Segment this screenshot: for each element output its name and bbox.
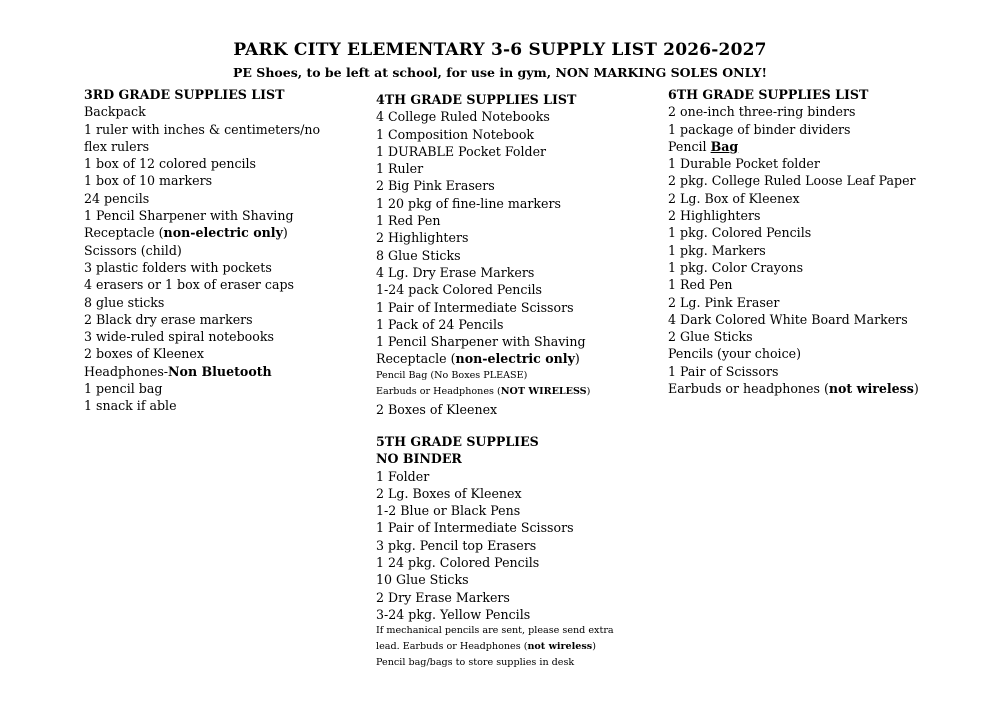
list-item: Backpack [84, 104, 146, 120]
list-item [376, 350, 646, 367]
list-item [668, 138, 968, 155]
list-item: 2 Big Pink Erasers [376, 178, 495, 194]
list-item: 1 pkg. Colored Pencils [668, 225, 812, 241]
list-item: 1 Folder [376, 468, 430, 484]
grade4-list [376, 91, 646, 420]
list-item-text: ) [592, 641, 596, 653]
list-item-text: ) [586, 385, 591, 397]
list-item: 1 Pack of 24 Pencils [376, 316, 504, 332]
grade5-subheading: NO BINDER [376, 451, 462, 467]
list-item: 2 pkg. College Ruled Loose Leaf Paper [668, 173, 916, 189]
page-subtitle: PE Shoes, to be left at school, for use in gym, NON MARKING SOLES ONLY! [233, 65, 767, 80]
list-item: Pencil Bag (No Boxes PLEASE) [376, 369, 528, 381]
list-item-emphasis: Non Bluetooth [168, 363, 272, 379]
list-item-text: lead. Earbuds or Headphones ( [376, 641, 528, 653]
list-item-text: ) [574, 351, 580, 367]
list-item: If mechanical pencils are sent, please send extra [376, 625, 614, 637]
list-item: 1 DURABLE Pocket Folder [376, 143, 547, 159]
list-item: 1 Ruler [376, 161, 424, 177]
grade4-heading: 4TH GRADE SUPPLIES LIST [376, 92, 577, 107]
list-item: Scissors (child) [84, 242, 182, 258]
list-item: 3 pkg. Pencil top Erasers [376, 537, 537, 553]
list-item-text: Earbuds or headphones ( [668, 381, 829, 397]
list-item-text: Receptacle ( [84, 225, 164, 241]
list-item: Pencils (your choice) [668, 346, 801, 362]
grade6-list [668, 86, 968, 397]
list-item: 2 Lg. Boxes of Kleenex [376, 485, 522, 501]
list-item: 1 box of 12 colored pencils [84, 156, 257, 172]
list-item: 1 pkg. Markers [668, 242, 766, 258]
list-item: 1 package of binder dividers [668, 121, 851, 137]
list-item: 8 glue sticks [84, 294, 165, 310]
list-item: 4 Dark Colored White Board Markers [668, 311, 908, 327]
list-item [84, 363, 344, 380]
list-item: 1 Composition Notebook [376, 126, 535, 142]
list-item: 2 Black dry erase markers [84, 311, 253, 327]
list-item: 2 Highlighters [668, 208, 761, 224]
list-item: 1 ruler with inches & centimeters/no [84, 121, 321, 137]
list-item: 1 Pencil Sharpener with Shaving [84, 208, 294, 224]
list-item [376, 384, 646, 400]
list-item: 2 Boxes of Kleenex [376, 401, 498, 417]
list-item: 1 Pair of Scissors [668, 363, 779, 379]
list-item: 2 boxes of Kleenex [84, 346, 204, 362]
list-item: 1 Red Pen [668, 277, 733, 293]
list-item: 1 Pair of Intermediate Scissors [376, 299, 574, 315]
list-item-text: Receptacle ( [376, 351, 456, 367]
list-item [668, 380, 968, 397]
list-item: 1 pkg. Color Crayons [668, 259, 804, 275]
list-item: 1-2 Blue or Black Pens [376, 503, 521, 519]
list-item [84, 224, 344, 241]
list-item: 1-24 pack Colored Pencils [376, 282, 542, 298]
grade5-list [376, 433, 646, 671]
list-item-text: Pencil [668, 138, 711, 154]
list-item: 2 Dry Erase Markers [376, 589, 510, 605]
list-item: 10 Glue Sticks [376, 572, 469, 588]
list-item: 1 Pencil Sharpener with Shaving [376, 334, 586, 350]
list-item-text: ) [282, 225, 288, 241]
grade6-heading: 6TH GRADE SUPPLIES LIST [668, 87, 869, 102]
list-item: 4 College Ruled Notebooks [376, 109, 550, 125]
list-item-text: Earbuds or Headphones ( [376, 385, 501, 397]
list-item: 3 plastic folders with pockets [84, 259, 272, 275]
list-item: 24 pencils [84, 190, 150, 206]
grade3-list [84, 86, 344, 415]
grade3-heading: 3RD GRADE SUPPLIES LIST [84, 87, 285, 102]
list-item: 4 erasers or 1 box of eraser caps [84, 277, 295, 293]
list-item: 1 20 pkg of fine-line markers [376, 195, 561, 211]
list-item: Pencil bag/bags to store supplies in desk [376, 657, 575, 669]
list-item-emphasis: not wireless [828, 381, 914, 397]
list-item: 3 wide-ruled spiral notebooks [84, 329, 274, 345]
list-item: 8 Glue Sticks [376, 247, 461, 263]
list-item: 1 Durable Pocket folder [668, 156, 820, 172]
list-item-emphasis: Bag [710, 138, 739, 154]
list-item: 3-24 pkg. Yellow Pencils [376, 606, 531, 622]
list-item: 1 pencil bag [84, 381, 163, 397]
list-item: 1 box of 10 markers [84, 173, 213, 189]
list-item: flex rulers [84, 138, 150, 154]
list-item: 2 Highlighters [376, 230, 469, 246]
list-item [376, 639, 646, 655]
list-item-text: Headphones- [84, 363, 169, 379]
list-item-emphasis: not wireless [527, 641, 593, 653]
list-item-emphasis: non-electric only [163, 225, 283, 241]
list-item: 4 Lg. Dry Erase Markers [376, 264, 535, 280]
list-item: 1 Red Pen [376, 213, 441, 229]
list-item-emphasis: non-electric only [455, 351, 575, 367]
list-item: 2 one-inch three-ring binders [668, 104, 856, 120]
grade5-heading: 5TH GRADE SUPPLIES [376, 434, 539, 449]
list-item: 2 Lg. Box of Kleenex [668, 190, 800, 206]
list-item: 2 Lg. Pink Eraser [668, 294, 780, 310]
list-item-text: ) [913, 381, 919, 397]
page-title: PARK CITY ELEMENTARY 3-6 SUPPLY LIST 2026-2027 [233, 40, 767, 60]
list-item: 1 snack if able [84, 398, 177, 414]
list-item: 2 Glue Sticks [668, 329, 753, 345]
list-item: 1 Pair of Intermediate Scissors [376, 520, 574, 536]
list-item-emphasis: NOT WIRELESS [500, 385, 587, 397]
list-item: 1 24 pkg. Colored Pencils [376, 555, 540, 571]
